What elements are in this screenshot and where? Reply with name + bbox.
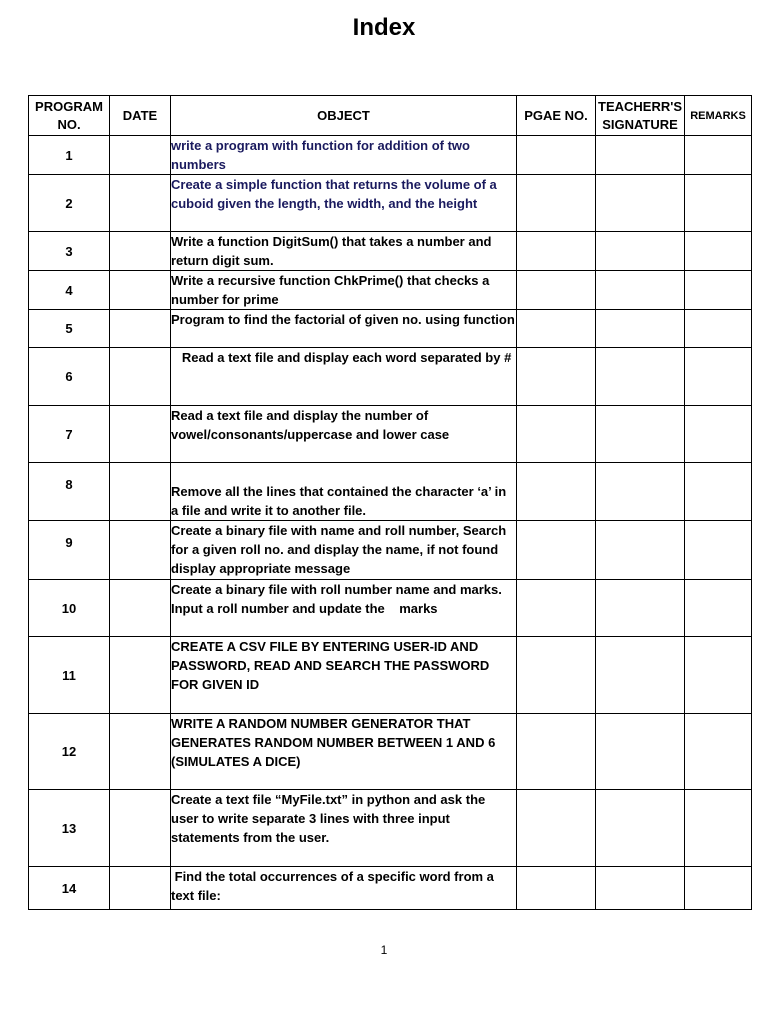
signature-cell bbox=[596, 310, 685, 348]
table-row bbox=[29, 580, 752, 637]
page-no-cell bbox=[517, 310, 596, 348]
remarks-cell bbox=[685, 521, 752, 580]
remarks-cell bbox=[685, 714, 752, 790]
header-object: OBJECT bbox=[171, 96, 517, 136]
date-cell bbox=[110, 310, 171, 348]
signature-cell bbox=[596, 521, 685, 580]
page-title: Index bbox=[352, 14, 416, 41]
remarks-cell bbox=[685, 580, 752, 637]
remarks-cell bbox=[685, 406, 752, 463]
date-cell bbox=[110, 521, 171, 580]
page-no-cell bbox=[517, 406, 596, 463]
signature-cell bbox=[596, 175, 685, 232]
date-cell bbox=[110, 271, 171, 310]
program-number: 13 bbox=[29, 790, 110, 867]
date-cell bbox=[110, 714, 171, 790]
object-cell: Read a text file and display the number of vowel/consonants/uppercase and lower case bbox=[171, 406, 517, 463]
object-cell: Read a text file and display each word separated by # bbox=[171, 348, 517, 406]
remarks-cell bbox=[685, 136, 752, 175]
signature-cell bbox=[596, 637, 685, 714]
object-cell: Create a binary file with roll number name and marks. Input a roll number and update the marks bbox=[171, 580, 517, 637]
table-row bbox=[29, 175, 752, 232]
remarks-cell bbox=[685, 271, 752, 310]
signature-cell bbox=[596, 406, 685, 463]
program-number: 10 bbox=[29, 580, 110, 637]
page-no-cell bbox=[517, 521, 596, 580]
date-cell bbox=[110, 790, 171, 867]
object-cell: Find the total occurrences of a specific word from a text file: bbox=[171, 867, 517, 910]
program-number: 6 bbox=[29, 348, 110, 406]
signature-cell bbox=[596, 463, 685, 521]
index-table bbox=[28, 95, 752, 910]
program-number: 4 bbox=[29, 271, 110, 310]
header-page-no: PGAE NO. bbox=[517, 96, 596, 136]
signature-cell bbox=[596, 136, 685, 175]
date-cell bbox=[110, 175, 171, 232]
remarks-cell bbox=[685, 637, 752, 714]
table-row bbox=[29, 714, 752, 790]
signature-cell bbox=[596, 271, 685, 310]
date-cell bbox=[110, 348, 171, 406]
remarks-cell bbox=[685, 232, 752, 271]
table-row bbox=[29, 406, 752, 463]
remarks-cell bbox=[685, 310, 752, 348]
date-cell bbox=[110, 406, 171, 463]
table-row bbox=[29, 310, 752, 348]
page-no-cell bbox=[517, 348, 596, 406]
page-no-cell bbox=[517, 790, 596, 867]
page-no-cell bbox=[517, 714, 596, 790]
remarks-cell bbox=[685, 790, 752, 867]
page-no-cell bbox=[517, 867, 596, 910]
page-no-cell bbox=[517, 463, 596, 521]
date-cell bbox=[110, 637, 171, 714]
table-row bbox=[29, 521, 752, 580]
signature-cell bbox=[596, 714, 685, 790]
remarks-cell bbox=[685, 175, 752, 232]
program-number: 11 bbox=[29, 637, 110, 714]
program-number: 9 bbox=[29, 521, 110, 580]
table-row bbox=[29, 348, 752, 406]
header-row bbox=[29, 96, 752, 136]
signature-cell bbox=[596, 580, 685, 637]
signature-cell bbox=[596, 790, 685, 867]
date-cell bbox=[110, 463, 171, 521]
header-program-no: PROGRAM NO. bbox=[29, 96, 110, 136]
object-cell: Create a text file “MyFile.txt” in python and ask the user to write separate 3 lines with three input statements from the user. bbox=[171, 790, 517, 867]
object-cell: Write a recursive function ChkPrime() that checks a number for prime bbox=[171, 271, 517, 310]
program-number: 5 bbox=[29, 310, 110, 348]
header-signature: TEACHERR'S SIGNATURE bbox=[596, 96, 685, 136]
page-no-cell bbox=[517, 637, 596, 714]
signature-cell bbox=[596, 867, 685, 910]
date-cell bbox=[110, 136, 171, 175]
program-number: 14 bbox=[29, 867, 110, 910]
date-cell bbox=[110, 580, 171, 637]
page-no-cell bbox=[517, 175, 596, 232]
object-cell: Create a simple function that returns the volume of a cuboid given the length, the width, and the height bbox=[171, 175, 517, 232]
program-number: 7 bbox=[29, 406, 110, 463]
table-row bbox=[29, 271, 752, 310]
program-number: 8 bbox=[29, 463, 110, 521]
page-no-cell bbox=[517, 271, 596, 310]
signature-cell bbox=[596, 232, 685, 271]
table-row bbox=[29, 790, 752, 867]
program-number: 3 bbox=[29, 232, 110, 271]
page-number: 1 bbox=[380, 943, 388, 957]
date-cell bbox=[110, 232, 171, 271]
table-row bbox=[29, 136, 752, 175]
table-row bbox=[29, 637, 752, 714]
object-cell: write a program with function for addition of two numbers bbox=[171, 136, 517, 175]
object-cell: Program to find the factorial of given no. using function bbox=[171, 310, 517, 348]
page-no-cell bbox=[517, 580, 596, 637]
page-no-cell bbox=[517, 232, 596, 271]
program-number: 1 bbox=[29, 136, 110, 175]
table-row bbox=[29, 867, 752, 910]
remarks-cell bbox=[685, 348, 752, 406]
remarks-cell bbox=[685, 867, 752, 910]
object-cell: CREATE A CSV FILE BY ENTERING USER-ID AND PASSWORD, READ AND SEARCH THE PASSWORD FOR GIVEN ID bbox=[171, 637, 517, 714]
program-number: 12 bbox=[29, 714, 110, 790]
date-cell bbox=[110, 867, 171, 910]
program-number: 2 bbox=[29, 175, 110, 232]
object-cell: WRITE A RANDOM NUMBER GENERATOR THAT GENERATES RANDOM NUMBER BETWEEN 1 AND 6 (SIMULATES A DICE) bbox=[171, 714, 517, 790]
table-row bbox=[29, 463, 752, 521]
remarks-cell bbox=[685, 463, 752, 521]
object-cell: Write a function DigitSum() that takes a number and return digit sum. bbox=[171, 232, 517, 271]
table-row bbox=[29, 232, 752, 271]
page-no-cell bbox=[517, 136, 596, 175]
header-remarks: REMARKS bbox=[685, 96, 752, 136]
object-cell: Remove all the lines that contained the character ‘a’ in a file and write it to another file. bbox=[171, 463, 517, 521]
signature-cell bbox=[596, 348, 685, 406]
object-cell: Create a binary file with name and roll number, Search for a given roll no. and display the name, if not found display appropriate message bbox=[171, 521, 517, 580]
header-date: DATE bbox=[110, 96, 171, 136]
